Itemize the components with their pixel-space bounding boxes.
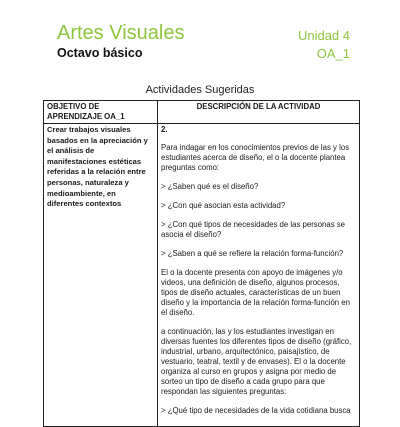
question-item: > ¿Saben qué es el diseño? (161, 182, 259, 191)
table-header-row (44, 101, 360, 124)
objective-text: Crear trabajos visuales basados en la apreciación y el análisis de manifestaciones estéticas referidas a la relación entre personas, naturaleza y medioambiente, en diferentes contextos (44, 124, 158, 427)
activity-number: 2. (161, 125, 168, 134)
description-header: DESCRIPCIÓN DE LA ACTIVIDAD (158, 101, 360, 124)
question-item: > ¿Qué tipo de necesidades de la vida cotidiana busca (161, 406, 351, 415)
description-paragraph: El o la docente presenta con apoyo de imágenes y/o videos, una definición de diseño, algunos procesos, tipos de diseño actuales, características de un buen diseño y la importancia de la relación forma-función en el diseño. (161, 268, 350, 317)
table-row (44, 124, 360, 427)
question-item: > ¿Con qué tipos de necesidades de las personas se asocia el diseño? (161, 220, 345, 239)
description-paragraph: Para indagar en los conocimientos previos de las y los estudiantes acerca de diseño, el o la docente plantea preguntas como: (161, 143, 350, 172)
subject-title: Artes Visuales (57, 22, 185, 44)
question-item: > ¿Saben a qué se refiere la relación forma-función? (161, 249, 344, 258)
header-left (57, 22, 184, 60)
unit-label: Unidad 4 (297, 28, 350, 43)
grade-subtitle: Octavo básico (57, 46, 143, 60)
objective-header: OBJETIVO DE APRENDIZAJE OA_1 (44, 101, 158, 124)
oa-label: OA_1 (316, 46, 350, 61)
section-title: Actividades Sugeridas (145, 84, 255, 96)
question-item: > ¿Con qué asocian esta actividad? (161, 201, 286, 210)
header-right (298, 28, 350, 62)
description-cell (158, 124, 360, 427)
activities-table (43, 100, 360, 427)
description-paragraph: a continuación, las y los estudiantes investigan en diversas fuentes los diferentes tipos de diseño (gráfico, industrial, urbano, arquitectónico, paisajístico, de vestuario, teatral, textil y de envases). El o la docente organiza al curso en grupos y asigna por medio de sorteo un tipo de diseño a cada grupo para que respondan las siguientes preguntas: (161, 327, 352, 396)
